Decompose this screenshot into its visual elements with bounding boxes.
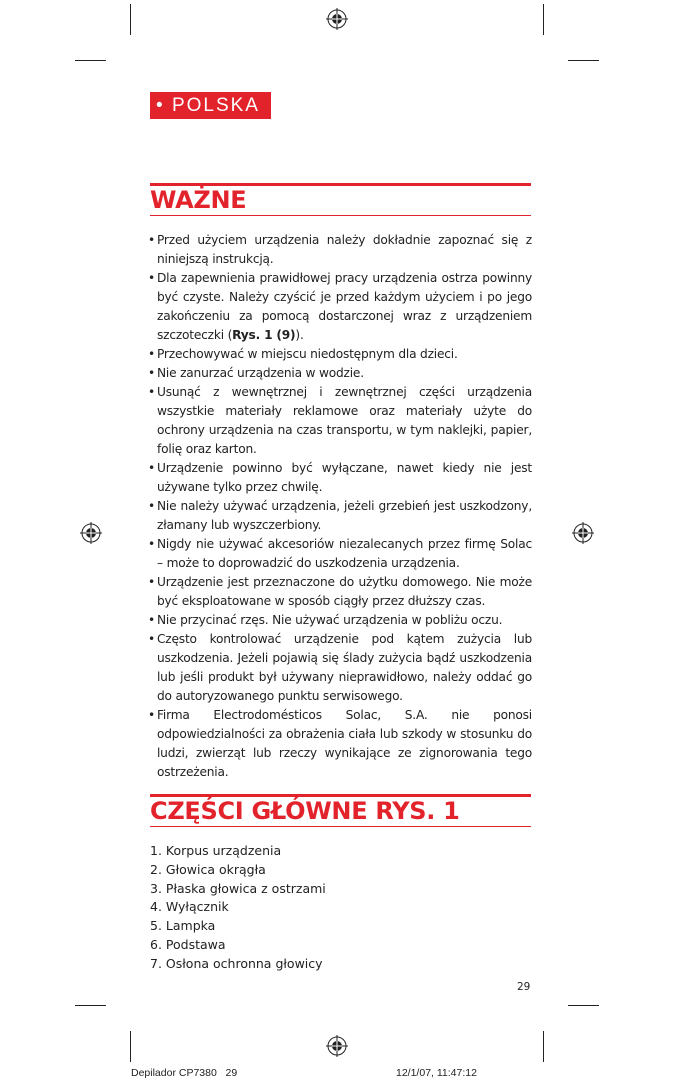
bullet-dot: • (148, 385, 155, 399)
list-item-text: Nigdy nie używać akcesoriów niezalecanych przez firmę Solac – może to doprowadzić do uszkodzenia urządzenia. (157, 537, 532, 570)
crop-mark (543, 4, 544, 35)
list-item (148, 630, 532, 706)
part-item: 5. Lampka (150, 918, 216, 934)
crop-mark (568, 60, 599, 61)
bullet-dot: • (148, 271, 155, 285)
list-item-text-end: ). (295, 328, 304, 342)
part-item: 3. Płaska głowica z ostrzami (150, 880, 326, 896)
list-item (148, 269, 532, 345)
important-list (148, 231, 532, 782)
registration-mark-icon (326, 1035, 348, 1057)
list-item-text: Usunąć z wewnętrznej i zewnętrznej części urządzenia wszystkie materiały reklamowe oraz materiały użyte do ochrony urządzenia na czas transportu, w tym naklejki, papier, folię oraz karton. (157, 385, 532, 456)
list-item-text: Dla zapewnienia prawidłowej pracy urządzenia ostrza powinny być czyste. Należy czyścić je przed każdym użyciem i po jego zakończeniu za pomocą dostarczonej wraz z urządzeniem szczoteczki ( (157, 271, 532, 342)
list-item (148, 573, 532, 611)
crop-mark (568, 1005, 599, 1006)
list-item (148, 459, 532, 497)
list-item (148, 345, 532, 364)
bullet-dot: • (148, 499, 155, 513)
page-number: 29 (517, 981, 531, 993)
list-item (148, 535, 532, 573)
bullet-dot: • (148, 575, 155, 589)
crop-mark (130, 4, 131, 35)
list-item-text: Firma Electrodomésticos Solac, S.A. nie ponosi odpowiedzialności za obrażenia ciała lub szkody w stosunku do ludzi, zwierząt lub rzeczy wynikające ze zignorowania tego ostrzeżenia. (157, 708, 532, 779)
list-item (148, 706, 532, 782)
important-section-title: WAŻNE (150, 186, 247, 214)
list-item (148, 364, 532, 383)
list-item (148, 611, 532, 630)
list-item (148, 497, 532, 535)
part-item: 1. Korpus urządzenia (150, 843, 282, 858)
registration-mark-icon (326, 8, 348, 30)
bullet-dot: • (148, 366, 155, 380)
section-rule (150, 826, 531, 827)
bullet-dot: • (148, 537, 155, 551)
bullet-dot: • (148, 708, 155, 722)
list-item-text: Urządzenie jest przeznaczone do użytku domowego. Nie może być eksploatowane w sposób ciągły przez dłuższy czas. (157, 575, 532, 608)
language-badge (150, 92, 271, 119)
list-item-text: Urządzenie powinno być wyłączane, nawet kiedy nie jest używane tylko przez chwilę. (157, 461, 532, 494)
figure-reference: Rys. 1 (9) (232, 328, 296, 342)
crop-mark (130, 1031, 131, 1062)
bullet-dot: • (148, 233, 155, 247)
list-item-text: Nie należy używać urządzenia, jeżeli grzebień jest uszkodzony, złamany lub wyszczerbiony. (157, 499, 532, 532)
section-rule (150, 215, 531, 216)
crop-mark (75, 60, 106, 61)
part-item: 4. Wyłącznik (150, 899, 229, 915)
list-item-text: Nie przycinać rzęs. Nie używać urządzenia w pobliżu oczu. (157, 613, 503, 627)
list-item-text: Przed użyciem urządzenia należy dokładnie zapoznać się z niniejszą instrukcją. (157, 233, 532, 266)
list-item-text: Często kontrolować urządzenie pod kątem zużycia lub uszkodzenia. Jeżeli pojawią się ślady zużycia bądź uszkodzenia lub jeśli produkt był używany nieprawidłowo, należy oddać go do autoryzowanego punktu serwisowego. (157, 632, 532, 703)
part-item: 6. Podstawa (150, 936, 226, 952)
parts-list (150, 842, 450, 974)
crop-mark (543, 1031, 544, 1062)
list-item (148, 383, 532, 459)
bullet-dot: • (148, 613, 155, 627)
part-item: 7. Osłona ochronna głowicy (150, 955, 323, 971)
language-badge-bullet: • (156, 95, 165, 116)
bullet-dot: • (148, 347, 155, 361)
list-item (148, 231, 532, 269)
language-badge-label: POLSKA (171, 95, 260, 116)
registration-mark-icon (80, 522, 102, 544)
bullet-dot: • (148, 632, 155, 646)
crop-mark (75, 1005, 106, 1006)
registration-mark-icon (572, 522, 594, 544)
footer-file-info: Depilador CP7380 29 (131, 1067, 238, 1079)
part-item: 2. Głowica okrągła (150, 861, 266, 877)
footer-timestamp: 12/1/07, 11:47:12 (396, 1067, 477, 1079)
parts-section-title: CZĘŚCI GŁÓWNE RYS. 1 (150, 797, 460, 825)
bullet-dot: • (148, 461, 155, 475)
list-item-text: Przechowywać w miejscu niedostępnym dla dzieci. (157, 347, 458, 361)
list-item-text: Nie zanurzać urządzenia w wodzie. (157, 366, 364, 380)
